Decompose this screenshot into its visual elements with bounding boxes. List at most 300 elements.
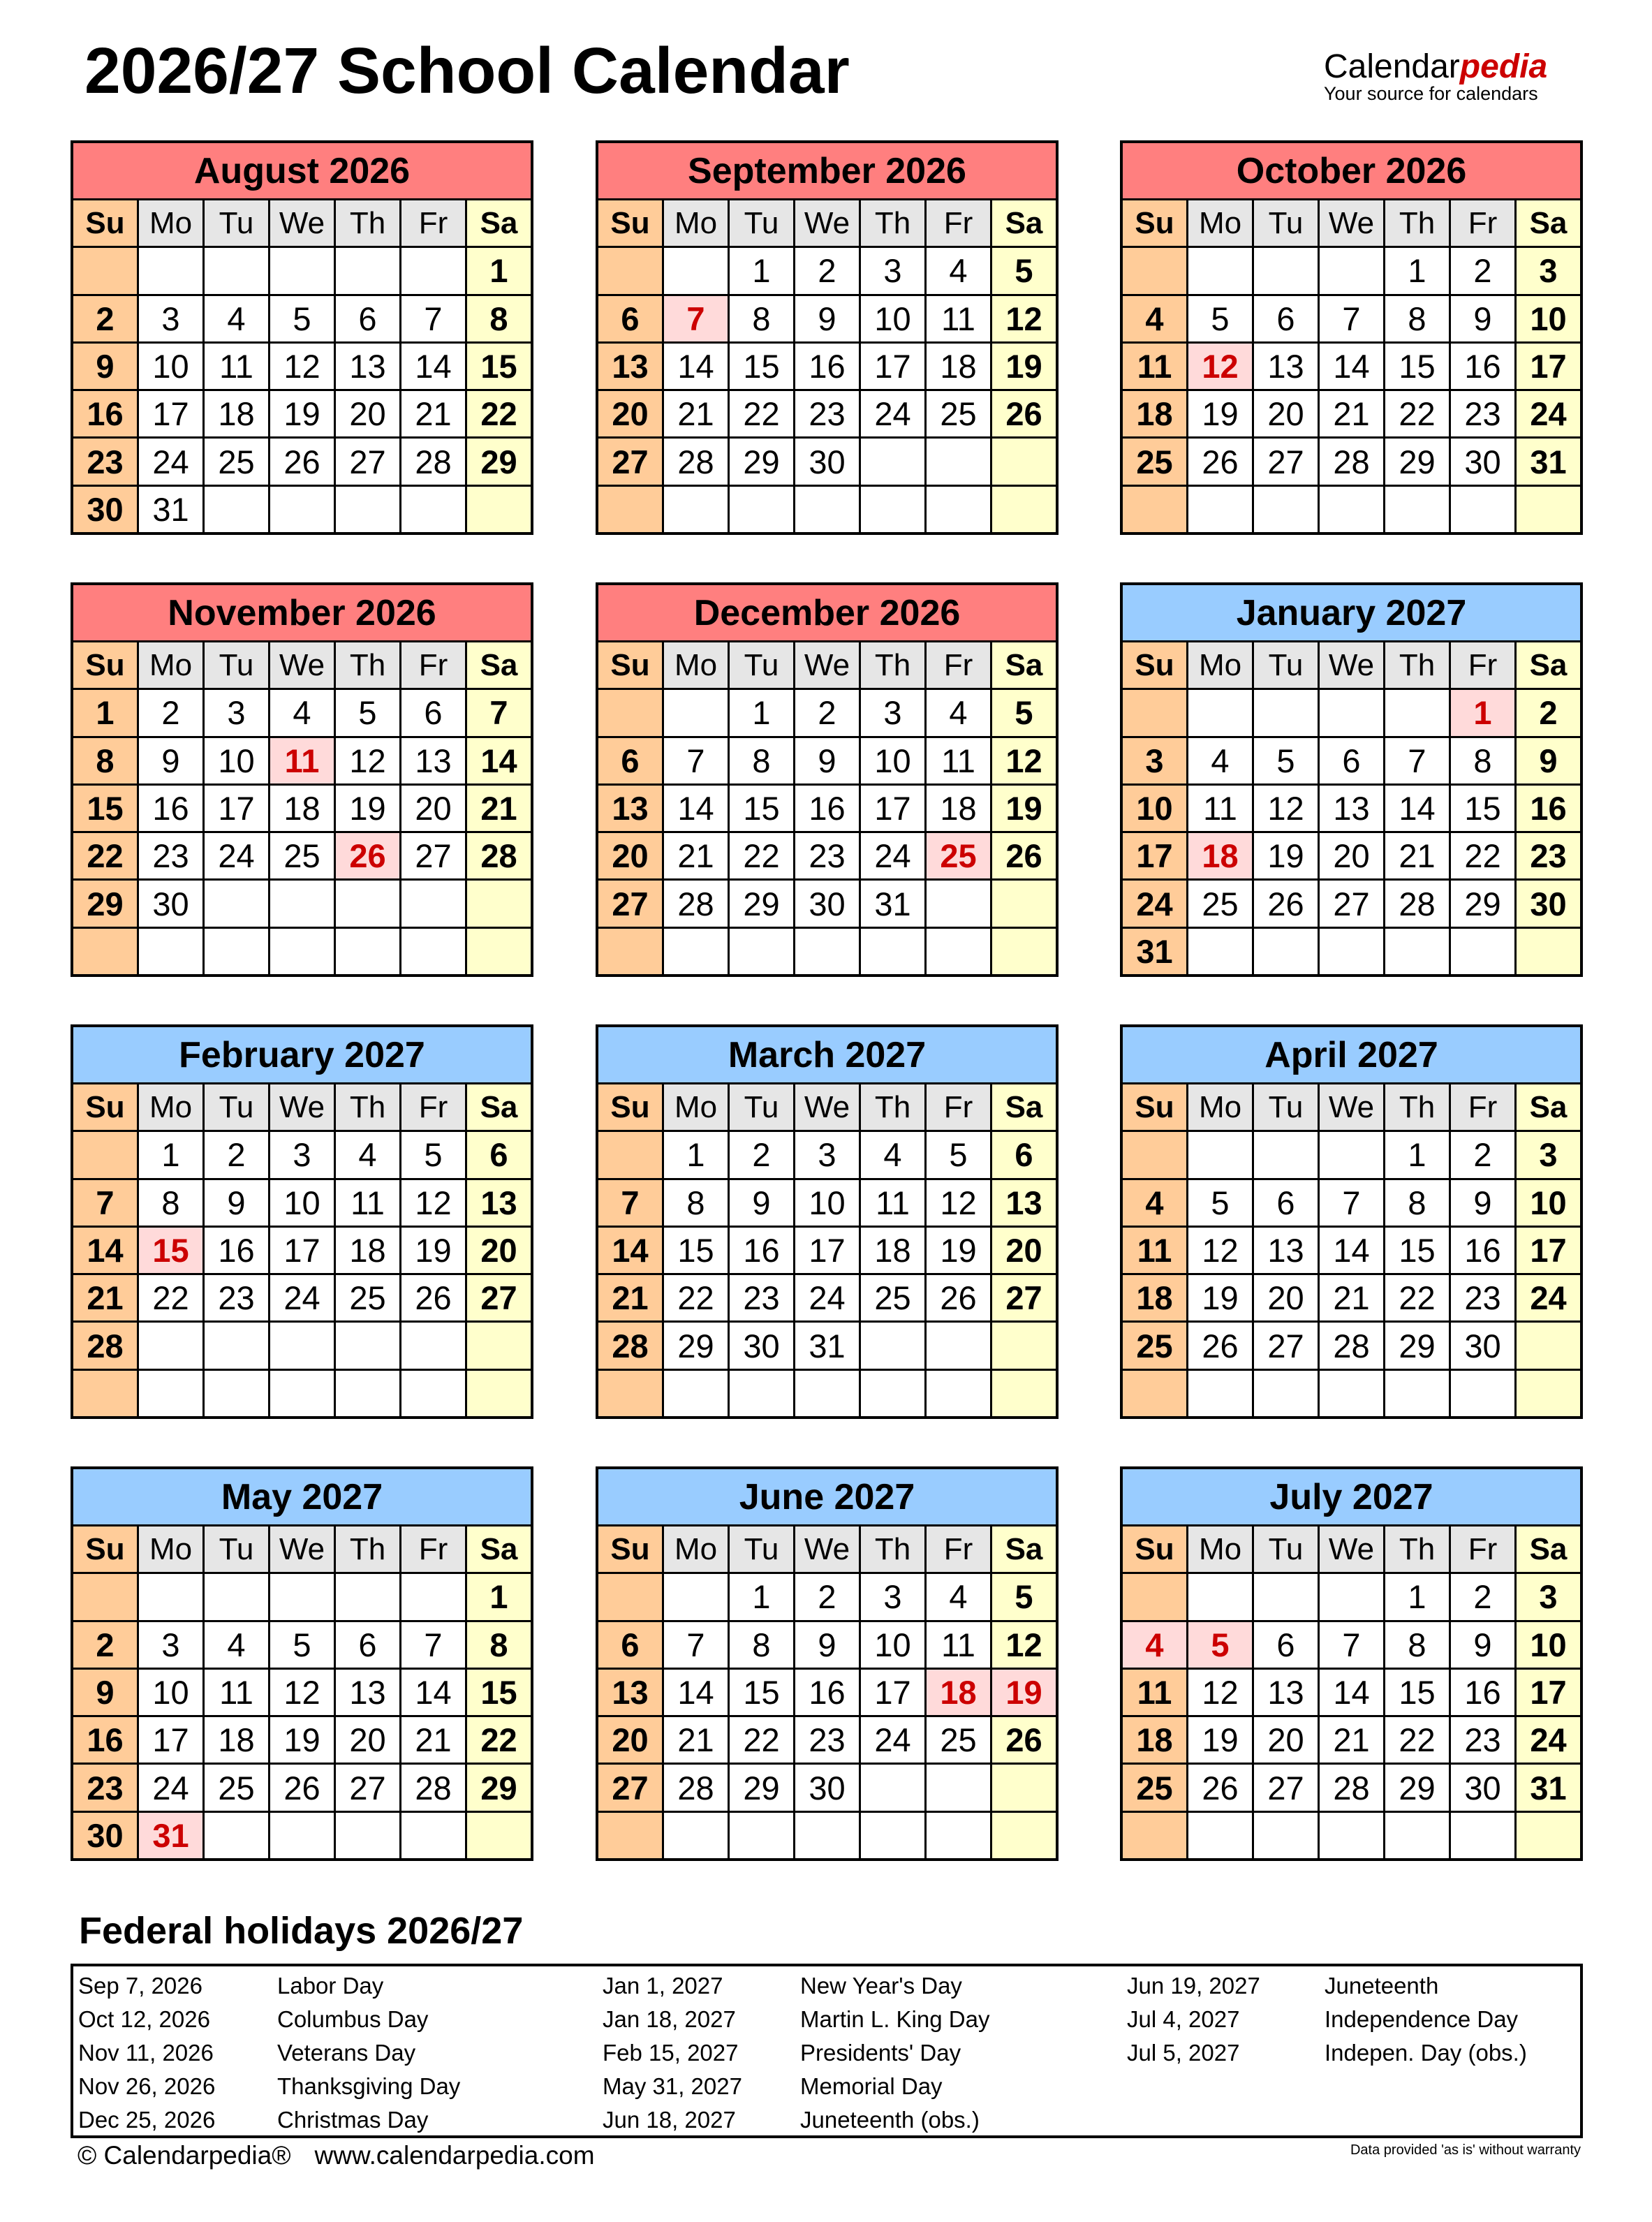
date-cell[interactable]: 14	[664, 786, 728, 831]
date-cell[interactable]: 10	[1517, 1622, 1580, 1668]
date-cell[interactable]: 3	[1517, 248, 1580, 293]
date-cell[interactable]: 30	[139, 881, 202, 926]
date-cell[interactable]: 6	[1254, 1622, 1318, 1668]
date-cell[interactable]: 2	[1451, 248, 1514, 293]
date-cell[interactable]: 7	[1320, 296, 1383, 341]
date-cell[interactable]: 22	[664, 1275, 728, 1320]
date-cell[interactable]: 22	[730, 833, 793, 878]
date-cell[interactable]: 28	[467, 833, 531, 878]
date-cell[interactable]: 29	[467, 439, 531, 484]
date-cell[interactable]: 3	[139, 296, 202, 341]
date-cell[interactable]: 21	[1320, 1275, 1383, 1320]
date-cell[interactable]: 8	[1385, 296, 1449, 341]
date-cell[interactable]: 14	[73, 1228, 137, 1273]
date-cell[interactable]: 18	[1123, 1717, 1186, 1763]
date-cell[interactable]: 10	[1123, 786, 1186, 831]
date-cell[interactable]: 14	[1320, 1670, 1383, 1715]
date-cell[interactable]: 4	[336, 1132, 399, 1177]
date-cell[interactable]: 4	[1188, 738, 1252, 783]
date-cell[interactable]: 29	[730, 439, 793, 484]
date-cell[interactable]: 17	[139, 1717, 202, 1763]
date-cell[interactable]: 26	[992, 833, 1056, 878]
date-cell[interactable]: 17	[270, 1228, 334, 1273]
date-cell[interactable]: 21	[1320, 1717, 1383, 1763]
date-cell[interactable]: 6	[598, 1622, 662, 1668]
date-cell[interactable]: 14	[1320, 1228, 1383, 1273]
date-cell[interactable]: 19	[270, 1717, 334, 1763]
date-cell[interactable]: 31	[795, 1323, 859, 1368]
date-cell[interactable]: 1	[1385, 1574, 1449, 1619]
date-cell[interactable]: 30	[73, 1813, 137, 1858]
date-cell[interactable]: 9	[73, 1670, 137, 1715]
date-cell[interactable]: 6	[467, 1132, 531, 1177]
date-cell[interactable]: 20	[1320, 833, 1383, 878]
date-cell[interactable]: 23	[1451, 391, 1514, 436]
holiday-date-cell[interactable]: 18	[1188, 833, 1252, 878]
date-cell[interactable]: 19	[1188, 1717, 1252, 1763]
date-cell[interactable]: 13	[336, 344, 399, 389]
date-cell[interactable]: 1	[730, 1574, 793, 1619]
date-cell[interactable]: 12	[927, 1180, 990, 1226]
date-cell[interactable]: 9	[795, 296, 859, 341]
date-cell[interactable]: 13	[1320, 786, 1383, 831]
date-cell[interactable]: 26	[270, 439, 334, 484]
date-cell[interactable]: 26	[927, 1275, 990, 1320]
date-cell[interactable]: 5	[992, 1574, 1056, 1619]
date-cell[interactable]: 2	[730, 1132, 793, 1177]
date-cell[interactable]: 2	[795, 248, 859, 293]
date-cell[interactable]: 25	[270, 833, 334, 878]
date-cell[interactable]: 24	[861, 391, 924, 436]
date-cell[interactable]: 24	[861, 833, 924, 878]
date-cell[interactable]: 26	[1254, 881, 1318, 926]
date-cell[interactable]: 17	[1517, 1670, 1580, 1715]
date-cell[interactable]: 23	[795, 1717, 859, 1763]
date-cell[interactable]: 23	[795, 833, 859, 878]
date-cell[interactable]: 14	[598, 1228, 662, 1273]
date-cell[interactable]: 21	[664, 1717, 728, 1763]
date-cell[interactable]: 27	[336, 1765, 399, 1810]
calendarpedia-logo[interactable]	[1324, 49, 1579, 103]
date-cell[interactable]: 15	[467, 344, 531, 389]
date-cell[interactable]: 23	[1517, 833, 1580, 878]
date-cell[interactable]: 22	[1385, 1717, 1449, 1763]
holiday-date-cell[interactable]: 31	[139, 1813, 202, 1858]
date-cell[interactable]: 13	[598, 1670, 662, 1715]
date-cell[interactable]: 30	[1451, 439, 1514, 484]
date-cell[interactable]: 3	[861, 690, 924, 735]
date-cell[interactable]: 20	[598, 1717, 662, 1763]
date-cell[interactable]: 11	[1188, 786, 1252, 831]
date-cell[interactable]: 29	[730, 881, 793, 926]
date-cell[interactable]: 12	[336, 738, 399, 783]
date-cell[interactable]: 14	[467, 738, 531, 783]
date-cell[interactable]: 19	[270, 391, 334, 436]
date-cell[interactable]: 22	[1385, 391, 1449, 436]
date-cell[interactable]: 7	[1320, 1622, 1383, 1668]
date-cell[interactable]: 18	[927, 344, 990, 389]
date-cell[interactable]: 24	[1517, 1717, 1580, 1763]
date-cell[interactable]: 13	[1254, 1670, 1318, 1715]
date-cell[interactable]: 22	[1385, 1275, 1449, 1320]
date-cell[interactable]: 25	[1123, 1323, 1186, 1368]
holiday-date-cell[interactable]: 12	[1188, 344, 1252, 389]
date-cell[interactable]: 16	[795, 786, 859, 831]
date-cell[interactable]: 31	[1123, 929, 1186, 974]
date-cell[interactable]: 31	[1517, 1765, 1580, 1810]
date-cell[interactable]: 10	[139, 344, 202, 389]
date-cell[interactable]: 1	[73, 690, 137, 735]
date-cell[interactable]: 24	[205, 833, 268, 878]
date-cell[interactable]: 23	[205, 1275, 268, 1320]
date-cell[interactable]: 17	[1517, 1228, 1580, 1273]
date-cell[interactable]: 8	[467, 296, 531, 341]
date-cell[interactable]: 5	[270, 1622, 334, 1668]
date-cell[interactable]: 22	[73, 833, 137, 878]
date-cell[interactable]: 3	[205, 690, 268, 735]
date-cell[interactable]: 20	[598, 391, 662, 436]
date-cell[interactable]: 8	[1385, 1180, 1449, 1226]
date-cell[interactable]: 4	[1123, 296, 1186, 341]
date-cell[interactable]: 31	[1517, 439, 1580, 484]
date-cell[interactable]: 21	[598, 1275, 662, 1320]
date-cell[interactable]: 16	[1451, 1228, 1514, 1273]
date-cell[interactable]: 4	[927, 690, 990, 735]
date-cell[interactable]: 9	[795, 1622, 859, 1668]
date-cell[interactable]: 29	[1451, 881, 1514, 926]
date-cell[interactable]: 3	[1517, 1574, 1580, 1619]
date-cell[interactable]: 25	[205, 1765, 268, 1810]
date-cell[interactable]: 2	[795, 690, 859, 735]
date-cell[interactable]: 30	[730, 1323, 793, 1368]
date-cell[interactable]: 27	[1320, 881, 1383, 926]
date-cell[interactable]: 30	[795, 1765, 859, 1810]
date-cell[interactable]: 22	[730, 391, 793, 436]
date-cell[interactable]: 17	[861, 786, 924, 831]
date-cell[interactable]: 6	[1254, 1180, 1318, 1226]
date-cell[interactable]: 21	[1385, 833, 1449, 878]
date-cell[interactable]: 23	[73, 1765, 137, 1810]
date-cell[interactable]: 20	[1254, 1717, 1318, 1763]
date-cell[interactable]: 29	[1385, 1765, 1449, 1810]
date-cell[interactable]: 20	[336, 1717, 399, 1763]
date-cell[interactable]: 17	[1123, 833, 1186, 878]
date-cell[interactable]: 9	[205, 1180, 268, 1226]
date-cell[interactable]: 13	[1254, 1228, 1318, 1273]
date-cell[interactable]: 24	[1517, 1275, 1580, 1320]
date-cell[interactable]: 15	[730, 344, 793, 389]
date-cell[interactable]: 10	[139, 1670, 202, 1715]
date-cell[interactable]: 30	[1517, 881, 1580, 926]
date-cell[interactable]: 17	[861, 1670, 924, 1715]
date-cell[interactable]: 24	[1123, 881, 1186, 926]
date-cell[interactable]: 19	[336, 786, 399, 831]
holiday-date-cell[interactable]: 26	[336, 833, 399, 878]
date-cell[interactable]: 2	[205, 1132, 268, 1177]
date-cell[interactable]: 28	[664, 881, 728, 926]
date-cell[interactable]: 8	[730, 296, 793, 341]
date-cell[interactable]: 3	[861, 248, 924, 293]
date-cell[interactable]: 20	[1254, 1275, 1318, 1320]
date-cell[interactable]: 30	[1451, 1765, 1514, 1810]
date-cell[interactable]: 19	[401, 1228, 465, 1273]
date-cell[interactable]: 27	[401, 833, 465, 878]
date-cell[interactable]: 18	[1123, 1275, 1186, 1320]
date-cell[interactable]: 11	[205, 1670, 268, 1715]
date-cell[interactable]: 14	[1385, 786, 1449, 831]
date-cell[interactable]: 28	[664, 1765, 728, 1810]
date-cell[interactable]: 9	[1517, 738, 1580, 783]
date-cell[interactable]: 10	[861, 1622, 924, 1668]
date-cell[interactable]: 23	[1451, 1275, 1514, 1320]
date-cell[interactable]: 27	[1254, 1765, 1318, 1810]
date-cell[interactable]: 30	[795, 439, 859, 484]
date-cell[interactable]: 14	[401, 1670, 465, 1715]
date-cell[interactable]: 21	[401, 391, 465, 436]
date-cell[interactable]: 24	[139, 439, 202, 484]
date-cell[interactable]: 5	[401, 1132, 465, 1177]
date-cell[interactable]: 17	[205, 786, 268, 831]
date-cell[interactable]: 20	[467, 1228, 531, 1273]
date-cell[interactable]: 27	[598, 439, 662, 484]
date-cell[interactable]: 5	[992, 690, 1056, 735]
holiday-date-cell[interactable]: 18	[927, 1670, 990, 1715]
date-cell[interactable]: 4	[927, 1574, 990, 1619]
date-cell[interactable]: 12	[401, 1180, 465, 1226]
date-cell[interactable]: 9	[795, 738, 859, 783]
date-cell[interactable]: 29	[73, 881, 137, 926]
date-cell[interactable]: 9	[139, 738, 202, 783]
date-cell[interactable]: 15	[730, 786, 793, 831]
date-cell[interactable]: 5	[927, 1132, 990, 1177]
holiday-date-cell[interactable]: 5	[1188, 1622, 1252, 1668]
date-cell[interactable]: 11	[336, 1180, 399, 1226]
date-cell[interactable]: 8	[664, 1180, 728, 1226]
date-cell[interactable]: 12	[270, 344, 334, 389]
date-cell[interactable]: 12	[1254, 786, 1318, 831]
date-cell[interactable]: 28	[598, 1323, 662, 1368]
date-cell[interactable]: 10	[1517, 1180, 1580, 1226]
date-cell[interactable]: 19	[1188, 1275, 1252, 1320]
date-cell[interactable]: 23	[1451, 1717, 1514, 1763]
date-cell[interactable]: 11	[927, 296, 990, 341]
date-cell[interactable]: 13	[336, 1670, 399, 1715]
date-cell[interactable]: 11	[927, 1622, 990, 1668]
date-cell[interactable]: 17	[139, 391, 202, 436]
date-cell[interactable]: 19	[1254, 833, 1318, 878]
date-cell[interactable]: 28	[401, 439, 465, 484]
date-cell[interactable]: 8	[1385, 1622, 1449, 1668]
holiday-date-cell[interactable]: 4	[1123, 1622, 1186, 1668]
date-cell[interactable]: 16	[1517, 786, 1580, 831]
holiday-date-cell[interactable]: 15	[139, 1228, 202, 1273]
date-cell[interactable]: 10	[205, 738, 268, 783]
date-cell[interactable]: 2	[1451, 1574, 1514, 1619]
date-cell[interactable]: 13	[1254, 344, 1318, 389]
holiday-date-cell[interactable]: 1	[1451, 690, 1514, 735]
date-cell[interactable]: 18	[927, 786, 990, 831]
date-cell[interactable]: 16	[73, 1717, 137, 1763]
date-cell[interactable]: 5	[1254, 738, 1318, 783]
date-cell[interactable]: 11	[861, 1180, 924, 1226]
date-cell[interactable]: 25	[927, 391, 990, 436]
date-cell[interactable]: 26	[992, 391, 1056, 436]
date-cell[interactable]: 2	[139, 690, 202, 735]
date-cell[interactable]: 29	[1385, 1323, 1449, 1368]
date-cell[interactable]: 15	[1451, 786, 1514, 831]
date-cell[interactable]: 1	[467, 248, 531, 293]
date-cell[interactable]: 6	[598, 738, 662, 783]
date-cell[interactable]: 1	[1385, 1132, 1449, 1177]
date-cell[interactable]: 20	[336, 391, 399, 436]
date-cell[interactable]: 12	[1188, 1228, 1252, 1273]
date-cell[interactable]: 12	[992, 1622, 1056, 1668]
date-cell[interactable]: 16	[795, 1670, 859, 1715]
date-cell[interactable]: 11	[927, 738, 990, 783]
date-cell[interactable]: 6	[336, 1622, 399, 1668]
date-cell[interactable]: 4	[205, 1622, 268, 1668]
date-cell[interactable]: 11	[1123, 1228, 1186, 1273]
date-cell[interactable]: 7	[598, 1180, 662, 1226]
date-cell[interactable]: 5	[992, 248, 1056, 293]
date-cell[interactable]: 23	[73, 439, 137, 484]
date-cell[interactable]: 28	[1385, 881, 1449, 926]
date-cell[interactable]: 13	[401, 738, 465, 783]
date-cell[interactable]: 12	[992, 296, 1056, 341]
date-cell[interactable]: 2	[1451, 1132, 1514, 1177]
date-cell[interactable]: 6	[401, 690, 465, 735]
date-cell[interactable]: 16	[795, 344, 859, 389]
date-cell[interactable]: 1	[730, 690, 793, 735]
date-cell[interactable]: 4	[270, 690, 334, 735]
date-cell[interactable]: 2	[1517, 690, 1580, 735]
date-cell[interactable]: 11	[1123, 344, 1186, 389]
holiday-date-cell[interactable]: 11	[270, 738, 334, 783]
date-cell[interactable]: 23	[730, 1275, 793, 1320]
date-cell[interactable]: 7	[1385, 738, 1449, 783]
date-cell[interactable]: 16	[73, 391, 137, 436]
date-cell[interactable]: 1	[1385, 248, 1449, 293]
date-cell[interactable]: 9	[1451, 296, 1514, 341]
date-cell[interactable]: 1	[139, 1132, 202, 1177]
date-cell[interactable]: 27	[598, 1765, 662, 1810]
date-cell[interactable]: 25	[1123, 1765, 1186, 1810]
date-cell[interactable]: 13	[992, 1180, 1056, 1226]
date-cell[interactable]: 6	[1254, 296, 1318, 341]
date-cell[interactable]: 26	[992, 1717, 1056, 1763]
date-cell[interactable]: 4	[861, 1132, 924, 1177]
date-cell[interactable]: 1	[730, 248, 793, 293]
date-cell[interactable]: 30	[73, 487, 137, 532]
date-cell[interactable]: 19	[1188, 391, 1252, 436]
date-cell[interactable]: 28	[401, 1765, 465, 1810]
date-cell[interactable]: 31	[861, 881, 924, 926]
date-cell[interactable]: 27	[598, 881, 662, 926]
date-cell[interactable]: 20	[401, 786, 465, 831]
date-cell[interactable]: 15	[467, 1670, 531, 1715]
date-cell[interactable]: 16	[205, 1228, 268, 1273]
date-cell[interactable]: 7	[664, 1622, 728, 1668]
date-cell[interactable]: 25	[205, 439, 268, 484]
date-cell[interactable]: 20	[992, 1228, 1056, 1273]
date-cell[interactable]: 18	[270, 786, 334, 831]
date-cell[interactable]: 8	[730, 1622, 793, 1668]
date-cell[interactable]: 22	[467, 1717, 531, 1763]
date-cell[interactable]: 16	[1451, 1670, 1514, 1715]
date-cell[interactable]: 10	[861, 738, 924, 783]
date-cell[interactable]: 28	[1320, 1765, 1383, 1810]
date-cell[interactable]: 3	[795, 1132, 859, 1177]
date-cell[interactable]: 13	[598, 344, 662, 389]
date-cell[interactable]: 28	[664, 439, 728, 484]
date-cell[interactable]: 24	[861, 1717, 924, 1763]
date-cell[interactable]: 2	[73, 1622, 137, 1668]
date-cell[interactable]: 25	[1123, 439, 1186, 484]
date-cell[interactable]: 14	[401, 344, 465, 389]
date-cell[interactable]: 19	[927, 1228, 990, 1273]
date-cell[interactable]: 10	[1517, 296, 1580, 341]
date-cell[interactable]: 20	[598, 833, 662, 878]
date-cell[interactable]: 28	[73, 1323, 137, 1368]
date-cell[interactable]: 29	[730, 1765, 793, 1810]
date-cell[interactable]: 26	[1188, 439, 1252, 484]
date-cell[interactable]: 7	[467, 690, 531, 735]
date-cell[interactable]: 25	[861, 1275, 924, 1320]
date-cell[interactable]: 26	[401, 1275, 465, 1320]
date-cell[interactable]: 28	[1320, 439, 1383, 484]
date-cell[interactable]: 18	[336, 1228, 399, 1273]
date-cell[interactable]: 3	[1517, 1132, 1580, 1177]
date-cell[interactable]: 25	[927, 1717, 990, 1763]
date-cell[interactable]: 1	[467, 1574, 531, 1619]
date-cell[interactable]: 8	[1451, 738, 1514, 783]
date-cell[interactable]: 17	[861, 344, 924, 389]
date-cell[interactable]: 8	[139, 1180, 202, 1226]
date-cell[interactable]: 15	[730, 1670, 793, 1715]
date-cell[interactable]: 29	[1385, 439, 1449, 484]
date-cell[interactable]: 13	[467, 1180, 531, 1226]
date-cell[interactable]: 15	[1385, 344, 1449, 389]
date-cell[interactable]: 26	[270, 1765, 334, 1810]
date-cell[interactable]: 22	[139, 1275, 202, 1320]
date-cell[interactable]: 15	[664, 1228, 728, 1273]
date-cell[interactable]: 18	[205, 391, 268, 436]
date-cell[interactable]: 21	[401, 1717, 465, 1763]
date-cell[interactable]: 20	[1254, 391, 1318, 436]
date-cell[interactable]: 18	[1123, 391, 1186, 436]
date-cell[interactable]: 15	[1385, 1670, 1449, 1715]
date-cell[interactable]: 22	[730, 1717, 793, 1763]
date-cell[interactable]: 15	[1385, 1228, 1449, 1273]
date-cell[interactable]: 5	[336, 690, 399, 735]
date-cell[interactable]: 7	[401, 296, 465, 341]
date-cell[interactable]: 27	[467, 1275, 531, 1320]
date-cell[interactable]: 22	[467, 391, 531, 436]
date-cell[interactable]: 18	[205, 1717, 268, 1763]
date-cell[interactable]: 19	[992, 786, 1056, 831]
date-cell[interactable]: 27	[336, 439, 399, 484]
date-cell[interactable]: 5	[1188, 296, 1252, 341]
date-cell[interactable]: 31	[139, 487, 202, 532]
date-cell[interactable]: 23	[795, 391, 859, 436]
date-cell[interactable]: 25	[1188, 881, 1252, 926]
date-cell[interactable]: 5	[1188, 1180, 1252, 1226]
date-cell[interactable]: 6	[598, 296, 662, 341]
date-cell[interactable]: 26	[1188, 1765, 1252, 1810]
holiday-date-cell[interactable]: 19	[992, 1670, 1056, 1715]
date-cell[interactable]: 21	[73, 1275, 137, 1320]
date-cell[interactable]: 10	[795, 1180, 859, 1226]
